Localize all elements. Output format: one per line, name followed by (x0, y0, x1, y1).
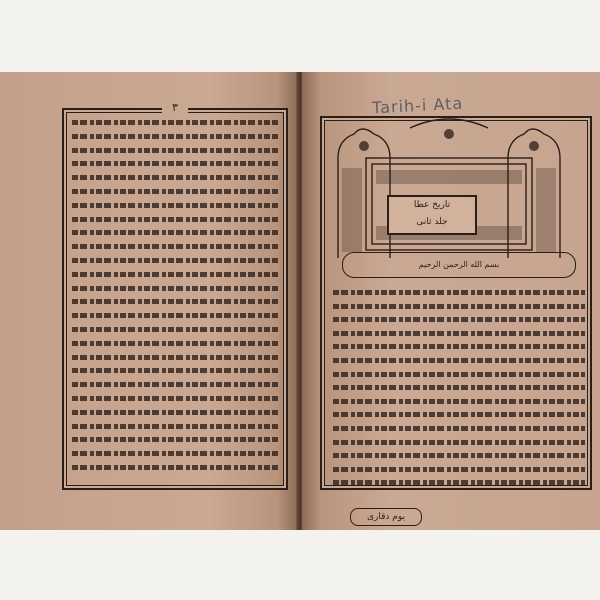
title-cartouche (387, 195, 477, 235)
text-line (333, 317, 585, 322)
text-line (333, 290, 585, 295)
handwritten-pencil-note: Tarih-i Ata (371, 93, 464, 118)
text-line (72, 382, 278, 387)
text-line (333, 426, 585, 431)
text-line (72, 161, 278, 166)
text-line (72, 175, 278, 180)
right-text-block (333, 290, 585, 500)
text-line (72, 272, 278, 277)
left-text-frame (62, 101, 288, 490)
text-line (72, 313, 278, 318)
text-line (333, 385, 585, 390)
text-line (72, 396, 278, 401)
text-line (72, 189, 278, 194)
text-line (72, 203, 278, 208)
title-line-1: تاريخ عطا (413, 200, 451, 210)
text-line (72, 258, 278, 263)
text-line (333, 372, 585, 377)
text-line (72, 424, 278, 429)
text-line (333, 480, 585, 485)
text-line (333, 467, 585, 472)
text-line (333, 344, 585, 349)
text-line (72, 410, 278, 415)
text-line (72, 217, 278, 222)
page-number: ٣ (162, 101, 188, 115)
text-line (72, 341, 278, 346)
text-line (333, 453, 585, 458)
left-page (0, 72, 298, 530)
text-line (72, 120, 278, 125)
text-line (333, 331, 585, 336)
text-line (72, 465, 278, 470)
text-line (333, 399, 585, 404)
text-line (72, 355, 278, 360)
text-line (72, 286, 278, 291)
ornamental-headpiece (318, 118, 580, 268)
text-line (333, 304, 585, 309)
text-line (72, 451, 278, 456)
text-line (333, 358, 585, 363)
text-line (72, 368, 278, 373)
basmala-banner: بسم الله الرحمن الرحيم (342, 252, 576, 278)
text-line (333, 412, 585, 417)
catchword-label: يوم دقارى (350, 508, 422, 526)
text-line (72, 437, 278, 442)
title-line-2: جلد ثانى (416, 217, 448, 227)
text-line (72, 134, 278, 139)
text-line (72, 327, 278, 332)
text-line (333, 440, 585, 445)
left-text-block (72, 120, 278, 480)
text-line (72, 230, 278, 235)
text-line (72, 299, 278, 304)
text-line (72, 148, 278, 153)
text-line (72, 244, 278, 249)
